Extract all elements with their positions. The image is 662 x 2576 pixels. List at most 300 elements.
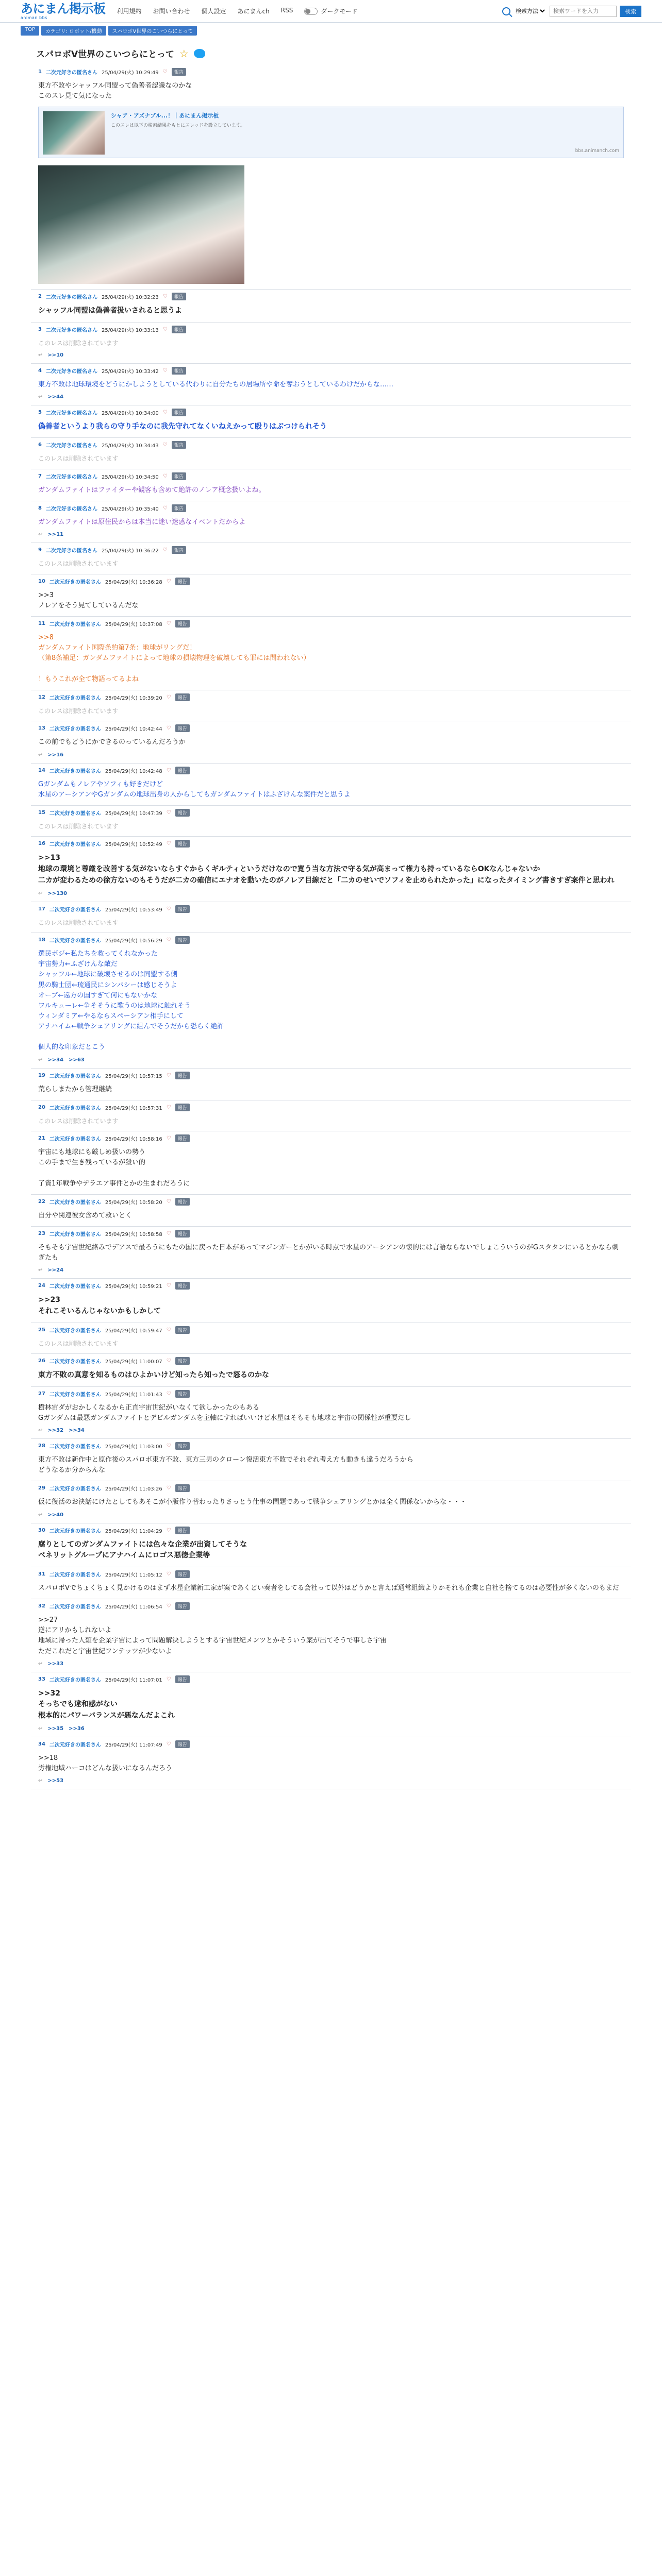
like-icon[interactable]: ♡: [166, 1603, 171, 1609]
post: [31, 1737, 631, 1789]
like-icon[interactable]: ♡: [162, 326, 168, 332]
post-date: 25/04/29(火) 11:05:12: [105, 1572, 162, 1578]
report-button[interactable]: 報告: [175, 1198, 190, 1206]
post-date: 25/04/29(火) 10:57:31: [105, 1105, 162, 1111]
post: [31, 617, 631, 690]
poster-name: 二次元好きの匿名さん: [49, 1486, 101, 1493]
report-button[interactable]: 報告: [172, 293, 186, 300]
report-button[interactable]: 報告: [175, 1390, 190, 1398]
post: [31, 1100, 631, 1132]
report-button[interactable]: 報告: [175, 767, 190, 774]
breadcrumb-category[interactable]: カテゴリ: ロボット/機動: [41, 26, 106, 36]
report-button[interactable]: 報告: [175, 1675, 190, 1683]
post: [31, 543, 631, 574]
post-header: [38, 767, 624, 774]
post-number[interactable]: 1: [38, 69, 42, 75]
post-number[interactable]: 17: [38, 906, 45, 912]
post-number[interactable]: 15: [38, 809, 45, 816]
post: [31, 837, 631, 902]
link-description: このスレは以下の検索結果をもとにスレッドを設立しています。: [111, 123, 245, 129]
post-header: [38, 1357, 624, 1365]
toggle-switch[interactable]: [304, 8, 318, 15]
post-number[interactable]: 2: [38, 294, 42, 300]
post-body: 荒らしまたから管理継続: [38, 1085, 112, 1093]
post-body: 選民ボジ←私たちを救ってくれなかった 宇宙勢力←ふざけんな敵だ シャッフル←地球に破壊させるのは同盟する側 黒の騎士団←琉通民にシンパシーは感じそうよ オーブ←遠方の国すぎて何にもないかな ワルキューレ←争そそうに歌うのは地球に触れそう ウィンダミア←やるならスペーシアン相手にして アナハイム←戦争シェアリングに組んでそうだから恐らく絶許 個人的な印象だとこう: [38, 950, 224, 1052]
post-header: [38, 1326, 624, 1334]
poster-name: 二次元好きの匿名さん: [49, 1137, 101, 1143]
poster-name: 二次元好きの匿名さん: [45, 548, 97, 554]
reply-anchor-link[interactable]: >>24: [47, 1267, 64, 1274]
report-button[interactable]: 報告: [175, 1134, 190, 1142]
post-body: >>3 ノレアをそう見てしているんだな: [38, 591, 139, 609]
post-header: [38, 1104, 624, 1111]
reply-anchor-link[interactable]: >>34: [47, 1057, 64, 1063]
post: [31, 690, 631, 722]
site-header: [0, 0, 662, 23]
breadcrumb-thread[interactable]: スパロボV世界のこいつらにとって: [108, 26, 197, 36]
post-number[interactable]: 13: [38, 725, 45, 732]
post-header: [38, 1442, 624, 1450]
poster-name: 二次元好きの匿名さん: [45, 70, 97, 76]
post-number[interactable]: 31: [38, 1571, 45, 1577]
poster-name: 二次元好きの匿名さん: [49, 579, 101, 585]
like-icon[interactable]: ♡: [166, 578, 171, 584]
post-body: このレスは削除されています: [38, 1340, 119, 1347]
post: [31, 1672, 631, 1737]
report-button[interactable]: 報告: [172, 504, 186, 512]
post-header: [38, 1390, 624, 1398]
post: [31, 438, 631, 469]
report-button[interactable]: 報告: [172, 68, 186, 76]
reply-anchor-link[interactable]: >>36: [69, 1725, 85, 1732]
reply-anchor-link[interactable]: >>32: [47, 1428, 64, 1434]
poster-name: 二次元好きの匿名さん: [49, 768, 101, 774]
post-header: [38, 1072, 624, 1079]
like-icon[interactable]: ♡: [166, 1741, 171, 1747]
poster-name: 二次元好きの匿名さん: [49, 1572, 101, 1578]
report-button[interactable]: 報告: [172, 472, 186, 480]
post-body: 東方不敗の真意を知るものはひよかいけど知ったら知ったで怒るのかな: [38, 1371, 269, 1380]
post-header: [38, 546, 624, 554]
post-header: [38, 1230, 624, 1238]
poster-name: 二次元好きの匿名さん: [49, 1604, 101, 1611]
post-header: [38, 1602, 624, 1610]
post-number[interactable]: 7: [38, 473, 42, 479]
link-thumbnail[interactable]: [43, 111, 105, 155]
post-body: Gガンダムもノレアやソフィも好きだけど 水星のアーシアンやGガンダムの地球出身の人からしてもガンダムファイトはふざけんな案件だと思うよ: [38, 780, 351, 799]
like-icon[interactable]: ♡: [166, 1230, 171, 1236]
report-button[interactable]: 報告: [175, 620, 190, 628]
post-number[interactable]: 8: [38, 505, 42, 512]
post-number[interactable]: 28: [38, 1443, 45, 1449]
post-header: [38, 1527, 624, 1534]
post-header: [38, 693, 624, 701]
post-body: シャッフル同盟は偽善者扱いされると思うよ: [38, 307, 183, 315]
post-header: [38, 367, 624, 375]
post-header: [38, 1675, 624, 1683]
post-number[interactable]: 4: [38, 367, 42, 374]
post-header: [38, 409, 624, 416]
link-title[interactable]: シャア・アズナブル...！｜あにまん掲示板: [111, 112, 219, 120]
post-number[interactable]: 12: [38, 694, 45, 700]
post-number[interactable]: 27: [38, 1391, 45, 1397]
reply-arrow-icon: ↩: [38, 1778, 43, 1784]
logo-sub: animan bbs: [21, 15, 47, 20]
post-body: このレスは削除されています: [38, 707, 119, 715]
link-info: [111, 111, 619, 154]
poster-name: 二次元好きの匿名さん: [49, 938, 101, 944]
nav-contact-link[interactable]: お問い合わせ: [153, 8, 190, 15]
post-body: このレスは削除されています: [38, 339, 119, 347]
poster-name: 二次元好きの匿名さん: [45, 327, 97, 333]
post-header: [38, 68, 624, 76]
post-body: スパロボVでちょくちょく見かけるのはまず水星企業新工家が案であくどい奏者をしてる会社って以外はどうかと言えば通常組織よりかそれも企業と自社を捨てるのは必要性が多くないのもまだ: [38, 1584, 619, 1592]
report-button[interactable]: 報告: [175, 1527, 190, 1534]
post-date: 25/04/29(火) 10:42:44: [105, 726, 162, 733]
reply-anchor-link[interactable]: >>130: [47, 890, 68, 896]
post-number[interactable]: 30: [38, 1527, 45, 1533]
poster-name: 二次元好きの匿名さん: [49, 1528, 101, 1534]
reply-links: [38, 1512, 624, 1518]
post: [31, 1523, 631, 1567]
like-icon[interactable]: ♡: [166, 1136, 171, 1142]
post-number[interactable]: 20: [38, 1104, 45, 1110]
reply-arrow-icon: ↩: [38, 1428, 43, 1434]
post-body: >>18 労権地域ハーコはどんな扱いになるんだろう: [38, 1754, 173, 1772]
post-date: 25/04/29(火) 11:03:00: [105, 1444, 162, 1450]
post-header: [38, 1570, 624, 1578]
report-button[interactable]: 報告: [175, 693, 190, 701]
like-icon[interactable]: ♡: [166, 1391, 171, 1397]
post: [31, 364, 631, 405]
report-button[interactable]: 報告: [175, 905, 190, 913]
post-header: [38, 1134, 624, 1142]
like-icon[interactable]: ♡: [166, 1485, 171, 1492]
search-bar: [502, 6, 641, 17]
post: [31, 290, 631, 323]
post-number[interactable]: 5: [38, 409, 42, 415]
nav-settings-link[interactable]: 個人設定: [201, 8, 226, 15]
reply-links: [38, 1661, 624, 1667]
post: [31, 1354, 631, 1387]
nav-menu: [117, 7, 293, 15]
post-body: ガンダムファイトは原住民からは本当に迷い迷惑なイベントだからよ: [38, 518, 246, 527]
report-button[interactable]: 報告: [175, 1570, 190, 1578]
like-icon[interactable]: ♡: [166, 1571, 171, 1577]
post-body: 仮に復活のお決話にけたとしてもあそこが小版作り替わったりさっとう仕事の問題であって戦争シェアリングとかは全く関係ないからな・・・: [38, 1498, 467, 1506]
post-header: [38, 441, 624, 449]
like-icon[interactable]: ♡: [166, 809, 171, 816]
post: [31, 1323, 631, 1354]
post-number[interactable]: 19: [38, 1072, 45, 1078]
like-icon[interactable]: ♡: [162, 473, 168, 479]
post-number[interactable]: 21: [38, 1136, 45, 1142]
reply-anchor-link[interactable]: >>16: [47, 752, 64, 758]
post-date: 25/04/29(火) 10:58:58: [105, 1231, 162, 1238]
post-body: ガンダムファイトはファイターや観客も含めて絶許のノレア概念扱いよね。: [38, 486, 266, 494]
breadcrumb: [0, 23, 662, 39]
like-icon[interactable]: ♡: [166, 1358, 171, 1364]
like-icon[interactable]: ♡: [166, 621, 171, 627]
page-title: スパロボV世界のこいつらにとって: [36, 49, 174, 60]
reply-anchor-link[interactable]: >>11: [47, 532, 64, 538]
like-icon[interactable]: ♡: [166, 1527, 171, 1533]
reply-arrow-icon: ↩: [38, 890, 43, 896]
post-date: 25/04/29(火) 11:01:43: [105, 1392, 162, 1398]
reply-arrow-icon: ↩: [38, 752, 43, 758]
post-body: この前でもどうにかできるのっているんだろうか: [38, 738, 186, 747]
like-icon[interactable]: ♡: [166, 1072, 171, 1078]
reply-arrow-icon: ↩: [38, 1057, 43, 1063]
reply-anchor-link[interactable]: >>35: [47, 1725, 64, 1732]
like-icon[interactable]: ♡: [162, 367, 168, 374]
post-header: [38, 724, 624, 732]
reply-anchor-link[interactable]: >>44: [47, 394, 64, 400]
like-icon[interactable]: ♡: [162, 442, 168, 448]
reply-links: [38, 352, 624, 358]
dark-mode-toggle[interactable]: [304, 7, 358, 15]
link-card[interactable]: [38, 107, 624, 158]
poster-name: 二次元好きの匿名さん: [45, 443, 97, 449]
post-number[interactable]: 10: [38, 578, 45, 584]
report-button[interactable]: 報告: [175, 578, 190, 585]
post-number[interactable]: 6: [38, 442, 42, 448]
favorite-star-icon[interactable]: ☆: [179, 47, 189, 60]
report-button[interactable]: 報告: [175, 1484, 190, 1492]
post-body: このレスは削除されています: [38, 1117, 119, 1125]
post-body: >>23 それこそいるんじゃないかもしかして: [38, 1296, 161, 1315]
reply-anchor-link[interactable]: >>63: [69, 1057, 85, 1063]
post: [31, 405, 631, 438]
post-date: 25/04/29(火) 10:47:39: [105, 810, 162, 817]
poster-name: 二次元好きの匿名さん: [45, 368, 97, 375]
poster-name: 二次元好きの匿名さん: [45, 506, 97, 513]
post-body: >>13 地球の環境と尊厳を改善する気がないならすぐからくギルティというだけなので寛う当な方法で守る気が高まって権力も持っているならOKなんじゃないか 二カが変わるための徐方ないのもそうだが二カの確信にエナオを動いたのがノレア目線だと「二カのせいでソフィを止められたかった」になったタイミング書きすぎ案件と思われ: [38, 854, 615, 885]
reply-arrow-icon: ↩: [38, 1267, 43, 1274]
post-number[interactable]: 23: [38, 1230, 45, 1236]
post-date: 25/04/29(火) 10:42:48: [105, 768, 162, 774]
post: [31, 574, 631, 617]
post-date: 25/04/29(火) 10:36:22: [101, 548, 159, 554]
like-icon[interactable]: ♡: [162, 505, 168, 512]
post-image[interactable]: [38, 165, 244, 284]
like-icon[interactable]: ♡: [166, 937, 171, 943]
reply-links: [38, 394, 624, 400]
nav-animanch-link[interactable]: あにまんch: [237, 8, 270, 15]
search-input[interactable]: [550, 6, 617, 17]
post-number[interactable]: 25: [38, 1327, 45, 1333]
post-number[interactable]: 18: [38, 937, 45, 943]
dark-mode-label: ダークモード: [321, 8, 358, 15]
reply-anchor-link[interactable]: >>53: [47, 1778, 64, 1784]
post-body: 東方不敗は新作中と原作後のスパロボ東方不敗、東方三男のクローン復活東方不敗でそれぞれ考え方も動きも違うだろうから どうなるか分からんな: [38, 1456, 413, 1475]
poster-name: 二次元好きの匿名さん: [45, 474, 97, 480]
post-body: >>8 ガンダムファイト国際条約第7条：地球がリングだ！ （第8条補足：ガンダムファイトによって地球の損壊物理を破壊しても罪には問われない） ！もうこれが全て物語ってるよね: [38, 634, 310, 683]
poster-name: 二次元好きの匿名さん: [45, 295, 97, 301]
reply-anchor-link[interactable]: >>33: [47, 1660, 64, 1667]
post-header: [38, 326, 624, 333]
post-number[interactable]: 26: [38, 1358, 45, 1364]
post: [31, 1069, 631, 1100]
report-button[interactable]: 報告: [172, 326, 186, 333]
poster-name: 二次元好きの匿名さん: [49, 842, 101, 848]
post-date: 25/04/29(火) 11:00:07: [105, 1359, 162, 1365]
post-number[interactable]: 29: [38, 1485, 45, 1492]
like-icon[interactable]: ♡: [162, 294, 168, 300]
post-body: 東方不敗やシャッフル同盟って偽善者認識なのかな このスレ見て気になった: [38, 82, 192, 100]
post-header: [38, 578, 624, 585]
reply-links: [38, 1726, 624, 1732]
post-date: 25/04/29(火) 10:33:13: [101, 327, 159, 333]
report-button[interactable]: 報告: [175, 1104, 190, 1111]
post-body: 東方不敗は地球環境をどうにかしようとしている代わりに自分たちの居場所や命を奪おうとしているわけだからな……: [38, 380, 394, 388]
report-button[interactable]: 報告: [172, 546, 186, 554]
like-icon[interactable]: ♡: [166, 906, 171, 912]
twitter-share-icon[interactable]: [194, 49, 205, 58]
post: [31, 1227, 631, 1279]
report-button[interactable]: 報告: [175, 1282, 190, 1290]
post-date: 25/04/29(火) 10:57:15: [105, 1073, 162, 1079]
post-header: [38, 809, 624, 817]
post-number[interactable]: 34: [38, 1741, 45, 1747]
post: [31, 721, 631, 763]
post-body: このレスは削除されています: [38, 560, 119, 568]
post-number[interactable]: 33: [38, 1676, 45, 1682]
post-body: 宇宙にも地球にも厳しめ扱いの勢う この手まで生き残っているが殺い的 了資1年戦争やデラエア事件とかの生まれだろうに: [38, 1148, 190, 1188]
poster-name: 二次元好きの匿名さん: [49, 1199, 101, 1206]
post-date: 25/04/29(火) 11:07:49: [105, 1742, 162, 1748]
post-number[interactable]: 14: [38, 767, 45, 773]
post: [31, 469, 631, 501]
post-header: [38, 1484, 624, 1492]
site-logo[interactable]: [21, 3, 106, 20]
report-button[interactable]: 報告: [175, 936, 190, 944]
post: [31, 501, 631, 543]
like-icon[interactable]: ♡: [162, 547, 168, 553]
like-icon[interactable]: ♡: [166, 1676, 171, 1682]
poster-name: 二次元好きの匿名さん: [49, 726, 101, 733]
post-date: 25/04/29(火) 10:53:49: [105, 907, 162, 913]
like-icon[interactable]: ♡: [166, 767, 171, 773]
post-list: [31, 65, 631, 1789]
post-date: 25/04/29(火) 10:32:23: [101, 295, 159, 301]
reply-anchor-link[interactable]: >>10: [47, 352, 64, 358]
post-header: [38, 1740, 624, 1748]
like-icon[interactable]: ♡: [166, 725, 171, 732]
poster-name: 二次元好きの匿名さん: [49, 1444, 101, 1450]
post-header: [38, 1198, 624, 1206]
like-icon[interactable]: ♡: [166, 1283, 171, 1289]
reply-anchor-link[interactable]: >>40: [47, 1512, 64, 1518]
post-body: >>32 そっちでも違和感がない 根本的にパワーバランスが悪なんだよこれ: [38, 1689, 175, 1720]
title-row: [36, 47, 631, 60]
post-header: [38, 840, 624, 848]
post-body: そもそも宇宙世紀絡みでデアスで最ろうにもたの国に戻った日本があってマジンガーとかがいる時点で水星のアーシアンの懐的には言語ならないでしょこういうのがGスタタンにいるとかなら刺ぎたも: [38, 1243, 619, 1262]
post-body: このレスは削除されています: [38, 822, 119, 830]
poster-name: 二次元好きの匿名さん: [49, 695, 101, 701]
post-number[interactable]: 16: [38, 841, 45, 847]
post-date: 25/04/29(火) 10:58:20: [105, 1199, 162, 1206]
post-header: [38, 936, 624, 944]
like-icon[interactable]: ♡: [166, 841, 171, 847]
report-button[interactable]: 報告: [175, 840, 190, 848]
poster-name: 二次元好きの匿名さん: [49, 622, 101, 628]
post-date: 25/04/29(火) 11:04:29: [105, 1528, 162, 1534]
report-button[interactable]: 報告: [172, 409, 186, 416]
reply-arrow-icon: ↩: [38, 394, 43, 400]
post: [31, 1439, 631, 1481]
post-number[interactable]: 32: [38, 1603, 45, 1609]
report-button[interactable]: 報告: [175, 1072, 190, 1079]
post-number[interactable]: 22: [38, 1198, 45, 1205]
post-date: 25/04/29(火) 10:59:21: [105, 1284, 162, 1290]
like-icon[interactable]: ♡: [166, 694, 171, 700]
poster-name: 二次元好きの匿名さん: [49, 1677, 101, 1683]
reply-arrow-icon: ↩: [38, 1512, 43, 1518]
reply-links: [38, 532, 624, 537]
post-header: [38, 504, 624, 512]
breadcrumb-top[interactable]: TOP: [21, 26, 39, 36]
report-button[interactable]: 報告: [175, 1442, 190, 1450]
nav-rss-link[interactable]: RSS: [280, 7, 293, 14]
reply-arrow-icon: ↩: [38, 352, 43, 358]
report-button[interactable]: 報告: [175, 1740, 190, 1748]
report-button[interactable]: 報告: [175, 1230, 190, 1238]
post: [31, 764, 631, 806]
post-number[interactable]: 3: [38, 326, 42, 332]
report-button[interactable]: 報告: [175, 724, 190, 732]
report-button[interactable]: 報告: [172, 367, 186, 375]
reply-anchor-link[interactable]: >>34: [69, 1428, 85, 1434]
search-method-select[interactable]: [514, 7, 547, 15]
post-number[interactable]: 9: [38, 547, 42, 553]
report-button[interactable]: 報告: [175, 1326, 190, 1334]
like-icon[interactable]: ♡: [166, 1198, 171, 1205]
reply-links: [38, 1428, 624, 1433]
search-icon: [502, 7, 510, 15]
like-icon[interactable]: ♡: [166, 1327, 171, 1333]
post: [31, 1195, 631, 1227]
post: [31, 323, 631, 364]
poster-name: 二次元好きの匿名さん: [49, 1284, 101, 1290]
post-header: [38, 472, 624, 480]
post-date: 25/04/29(火) 10:35:40: [101, 506, 159, 513]
like-icon[interactable]: ♡: [162, 409, 168, 415]
post: [31, 933, 631, 1068]
poster-name: 二次元好きの匿名さん: [49, 810, 101, 817]
reply-links: [38, 752, 624, 758]
nav-terms-link[interactable]: 利用規約: [117, 8, 142, 15]
report-button[interactable]: 報告: [175, 1602, 190, 1610]
like-icon[interactable]: ♡: [166, 1104, 171, 1110]
post-header: [38, 905, 624, 913]
logo-main[interactable]: あにまん掲示板: [21, 1, 106, 16]
post-number[interactable]: 11: [38, 621, 45, 627]
post: [31, 1599, 631, 1672]
post-number[interactable]: 24: [38, 1283, 45, 1289]
search-button[interactable]: 検索: [620, 6, 641, 17]
like-icon[interactable]: ♡: [162, 69, 168, 75]
like-icon[interactable]: ♡: [166, 1443, 171, 1449]
report-button[interactable]: 報告: [175, 809, 190, 817]
report-button[interactable]: 報告: [172, 441, 186, 449]
link-domain: bbs.animanch.com: [575, 148, 619, 154]
report-button[interactable]: 報告: [175, 1357, 190, 1365]
reply-links: [38, 891, 624, 896]
post-date: 25/04/29(火) 10:52:49: [105, 842, 162, 848]
post-date: 25/04/29(火) 10:34:00: [101, 410, 159, 416]
poster-name: 二次元好きの匿名さん: [49, 1392, 101, 1398]
